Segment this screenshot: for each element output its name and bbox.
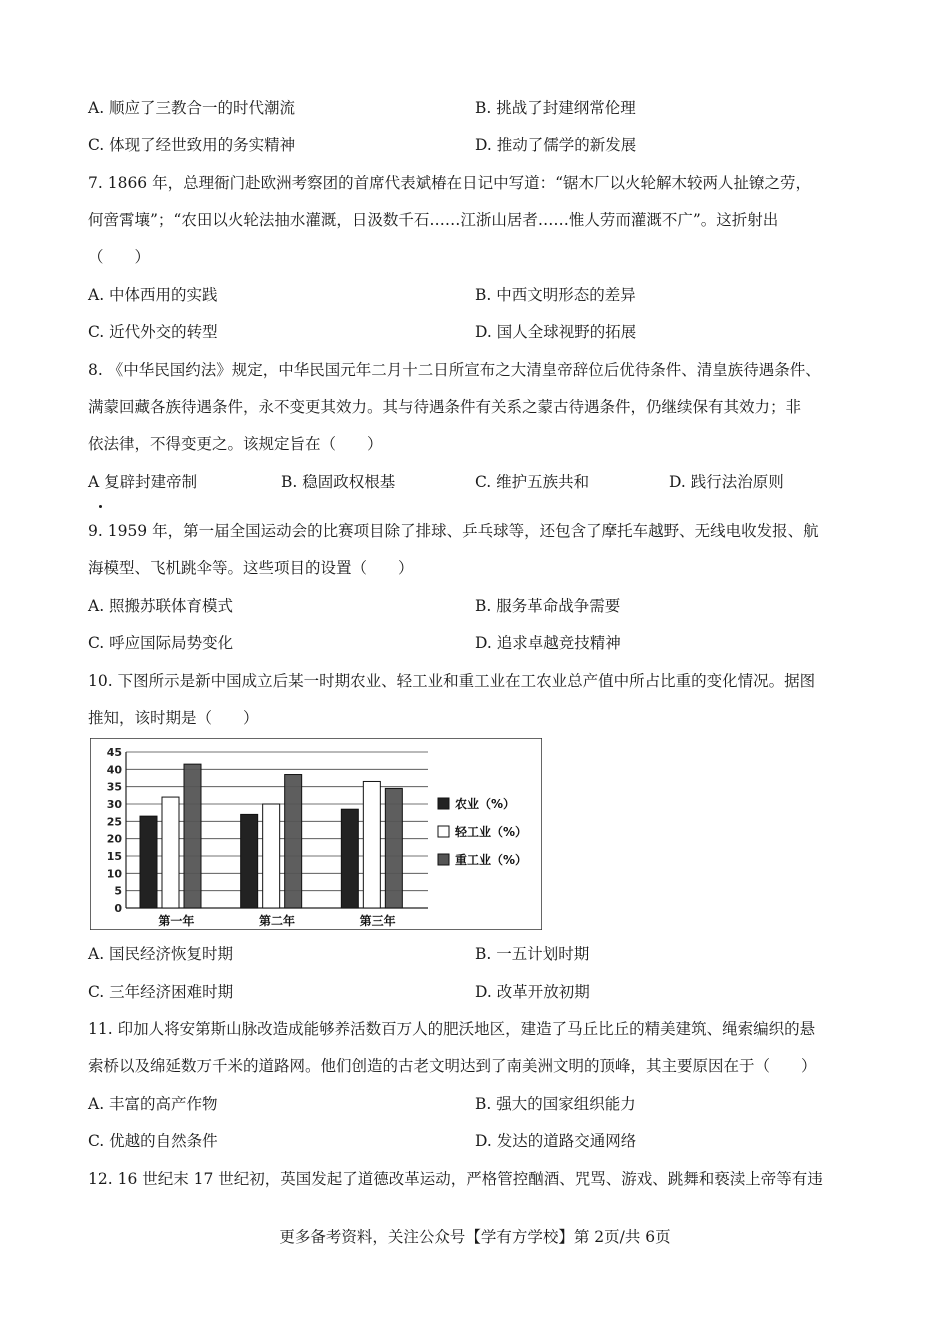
q10-stem-line-1: 10. 下图所示是新中国成立后某一时期农业、轻工业和重工业在工农业总产值中所占比重的变化情况。据图 bbox=[88, 672, 816, 690]
q6-option-b: B. 挑战了封建纲常伦理 bbox=[475, 99, 636, 117]
q11-option-d: D. 发达的道路交通网络 bbox=[475, 1132, 637, 1150]
legend-swatch bbox=[438, 826, 449, 837]
q12-stem-line-1: 12. 16 世纪末 17 世纪初，英国发起了道德改革运动，严格管控酗酒、咒骂、游戏、跳舞和亵渎上帝等有违 bbox=[88, 1170, 823, 1188]
bar-3-2 bbox=[285, 775, 302, 908]
y-tick-label: 40 bbox=[106, 763, 122, 777]
y-tick-label: 25 bbox=[106, 815, 122, 829]
q7-option-b: B. 中西文明形态的差异 bbox=[475, 286, 636, 304]
bar-1-2 bbox=[241, 814, 258, 908]
y-tick-label: 20 bbox=[106, 832, 122, 846]
q11-option-b: B. 强大的国家组织能力 bbox=[475, 1095, 636, 1113]
y-tick-label: 5 bbox=[114, 884, 122, 898]
legend-swatch bbox=[438, 854, 449, 865]
bar-3-1 bbox=[184, 764, 201, 908]
q7-stem-line-1: 7. 1866 年，总理衙门赴欧洲考察团的首席代表斌椿在日记中写道：“锯木厂以火轮解木较两人扯镣之劳， bbox=[88, 174, 812, 192]
bar-2-1 bbox=[162, 797, 179, 908]
legend-label: 轻工业（%） bbox=[455, 825, 528, 839]
q11-stem-line-1: 11. 印加人将安第斯山脉改造成能够养活数百万人的肥沃地区，建造了马丘比丘的精美建筑、绳索编织的悬 bbox=[88, 1020, 816, 1038]
q9-option-c: C. 呼应国际局势变化 bbox=[88, 634, 234, 652]
q6-option-a: A. 顺应了三教合一的时代潮流 bbox=[88, 99, 296, 117]
q8-option-d: D. 践行法治原则 bbox=[669, 473, 784, 491]
q11-option-a: A. 丰富的高产作物 bbox=[88, 1095, 218, 1113]
q8-stem-line-2: 满蒙回藏各族待遇条件，永不变更其效力。其与待遇条件有关系之蒙古待遇条件，仍继续保有其效力；非 bbox=[88, 398, 802, 416]
q11-stem-line-2: 索桥以及绵延数万千米的道路网。他们创造的古老文明达到了南美洲文明的顶峰，其主要原因在于（ ） bbox=[88, 1057, 817, 1075]
q7-option-a: A. 中体西用的实践 bbox=[88, 286, 218, 304]
bar-1-3 bbox=[341, 809, 358, 908]
q7-option-d: D. 国人全球视野的拓展 bbox=[475, 323, 637, 341]
q8-option-a: A 复辟封建帝制 bbox=[88, 473, 198, 491]
x-category-label: 第三年 bbox=[359, 914, 396, 928]
chart-x-labels bbox=[158, 913, 395, 928]
y-tick-label: 45 bbox=[106, 746, 122, 759]
q6-option-c: C. 体现了经世致用的务实精神 bbox=[88, 136, 296, 154]
bar-1-1 bbox=[140, 816, 157, 908]
x-category-label: 第二年 bbox=[258, 914, 296, 928]
q6-option-d: D. 推动了儒学的新发展 bbox=[475, 136, 637, 154]
q8-stem-line-3: 依法律，不得变更之。该规定旨在（ ） bbox=[88, 435, 383, 453]
q7-stem-line-2: 何啻霄壤”；“农田以火轮法抽水灌溉，日汲数千石……江浙山居者……惟人劳而灌溉不广”。这折射出 bbox=[88, 211, 779, 229]
y-tick-label: 10 bbox=[106, 867, 122, 881]
q10-option-d: D. 改革开放初期 bbox=[475, 983, 590, 1001]
q8-option-c: C. 维护五族共和 bbox=[475, 473, 590, 491]
q9-option-d: D. 追求卓越竞技精神 bbox=[475, 634, 621, 652]
q7-stem-line-3: （ ） bbox=[88, 248, 151, 266]
stray-dot-mark bbox=[99, 505, 102, 508]
q9-option-b: B. 服务革命战争需要 bbox=[475, 597, 621, 615]
y-tick-label: 35 bbox=[106, 780, 122, 794]
bar-2-3 bbox=[363, 781, 380, 908]
q10-option-c: C. 三年经济困难时期 bbox=[88, 983, 234, 1001]
q9-stem-line-2: 海模型、飞机跳伞等。这些项目的设置（ ） bbox=[88, 559, 414, 577]
y-tick-label: 0 bbox=[114, 902, 122, 915]
q8-stem-line-1: 8. 《中华民国约法》规定，中华民国元年二月十二日所宣布之大清皇帝辞位后优待条件、清皇族待遇条件、 bbox=[88, 361, 821, 379]
q8-option-b: B. 稳固政权根基 bbox=[281, 473, 396, 491]
q10-stem-line-2: 推知，该时期是（ ） bbox=[88, 709, 259, 727]
q10-option-a: A. 国民经济恢复时期 bbox=[88, 945, 234, 963]
q7-option-c: C. 近代外交的转型 bbox=[88, 323, 218, 341]
q9-stem-line-1: 9. 1959 年，第一届全国运动会的比赛项目除了排球、乒乓球等，还包含了摩托车越野、无线电收发报、航 bbox=[88, 522, 819, 540]
y-tick-label: 30 bbox=[106, 798, 122, 811]
q10-option-b: B. 一五计划时期 bbox=[475, 945, 590, 963]
legend-swatch bbox=[438, 798, 449, 809]
page-footer: 更多备考资料，关注公众号【学有方学校】第 2页/共 6页 bbox=[279, 1228, 671, 1246]
legend-label: 农业（%） bbox=[455, 797, 516, 811]
y-tick-label: 15 bbox=[106, 850, 122, 863]
industry-share-bar-chart bbox=[90, 738, 542, 930]
x-category-label: 第一年 bbox=[158, 914, 195, 928]
bar-3-3 bbox=[385, 788, 402, 908]
q11-option-c: C. 优越的自然条件 bbox=[88, 1132, 218, 1150]
q9-option-a: A. 照搬苏联体育模式 bbox=[88, 597, 234, 615]
bar-2-2 bbox=[263, 804, 280, 908]
legend-label: 重工业（%） bbox=[455, 853, 528, 867]
